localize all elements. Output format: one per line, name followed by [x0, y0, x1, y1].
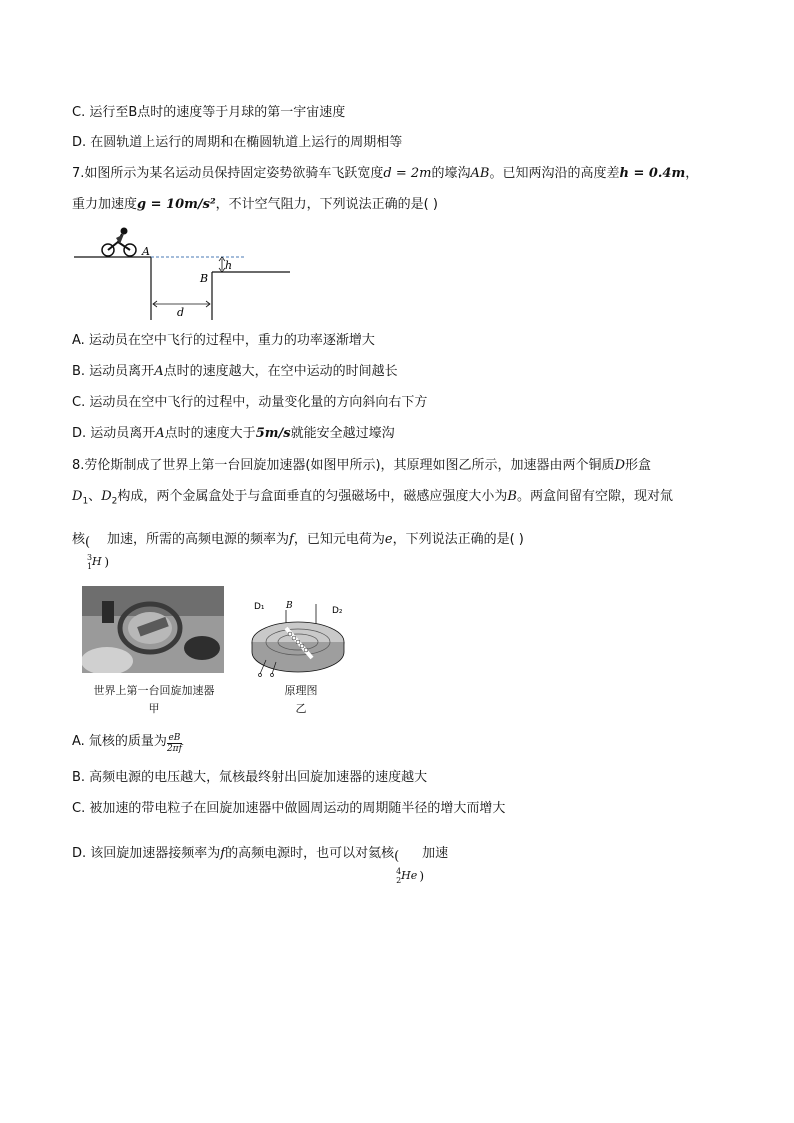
tritium-symbol: ( 3 1 H ): [85, 535, 110, 571]
label-d1: D₁: [254, 602, 265, 612]
label-b: B: [286, 601, 293, 611]
fig-left-sub: 甲: [148, 702, 160, 715]
q7-option-b: B. 运动员离开A点时的速度越大，在空中运动的时间越长: [72, 364, 398, 379]
q6-option-c: C. 运行至B点时的速度等于月球的第一宇宙速度: [72, 105, 346, 120]
q8-option-d: D. 该回旋加速器接频率为f的高频电源时，也可以对氦核 ( 4 2 He ) 加速: [72, 834, 448, 874]
label-h: h: [225, 259, 233, 272]
q8-option-b: B. 高频电源的电压越大，氚核最终射出回旋加速器的速度越大: [72, 770, 428, 785]
q7-stem-line2: 重力加速度g = 10m/s²，不计空气阻力，下列说法正确的是( ): [72, 197, 438, 212]
fig-right-sub: 乙: [295, 702, 307, 715]
q7-option-a: A. 运动员在空中飞行的过程中，重力的功率逐渐增大: [72, 333, 375, 348]
label-d: d: [177, 306, 185, 319]
q6-option-d: D. 在圆轨道上运行的周期和在椭圆轨道上运行的周期相等: [72, 135, 403, 150]
label-b: B: [200, 272, 209, 285]
q7-trench-figure: [72, 224, 302, 324]
q8-stem-line3: 核 ( 3 1 H ) 加速，所需的高频电源的频率为f，已知元电荷为e，下列说法正确的是( ): [72, 520, 524, 560]
cyclotron-photo: [82, 586, 224, 673]
label-a: A: [142, 245, 150, 258]
fig-right-caption: 原理图: [284, 684, 318, 697]
q7-stem-line1: 7.如图所示为某名运动员保持固定姿势欲骑车飞跃宽度d = 2m的壕沟AB。已知两沟沿的高度差h = 0.4m，: [72, 166, 699, 181]
q8-stem-line2: $D_1$、$D_2$构成，两个金属盒处于与盒面垂直的匀强磁场中，磁感应强度大小为B。两盒间留有空隙，现对氚: [72, 489, 673, 507]
label-d2: D₂: [332, 606, 343, 616]
mass-fraction: $\frac{eB}{2\pi f}$: [166, 733, 182, 754]
cyclotron-schematic: [246, 598, 356, 680]
helium-symbol: ( 4 2 He ): [394, 849, 425, 885]
q8-stem-line1: 8.劳伦斯制成了世界上第一台回旋加速器(如图甲所示)，其原理如图乙所示，加速器由两个铜质D形盒: [72, 458, 652, 473]
q7-option-c: C. 运动员在空中飞行的过程中，动量变化量的方向斜向右下方: [72, 395, 428, 410]
fig-left-caption: 世界上第一台回旋加速器: [93, 684, 215, 697]
cyclist-icon: [102, 228, 136, 257]
q7-option-d: D. 运动员离开A点时的速度大于5m/s就能安全越过壕沟: [72, 426, 395, 441]
q8-option-a: A. 氚核的质量为 $\frac{eB}{2\pi f}$: [72, 733, 182, 754]
q8-option-c: C. 被加速的带电粒子在回旋加速器中做圆周运动的周期随半径的增大而增大: [72, 801, 506, 816]
